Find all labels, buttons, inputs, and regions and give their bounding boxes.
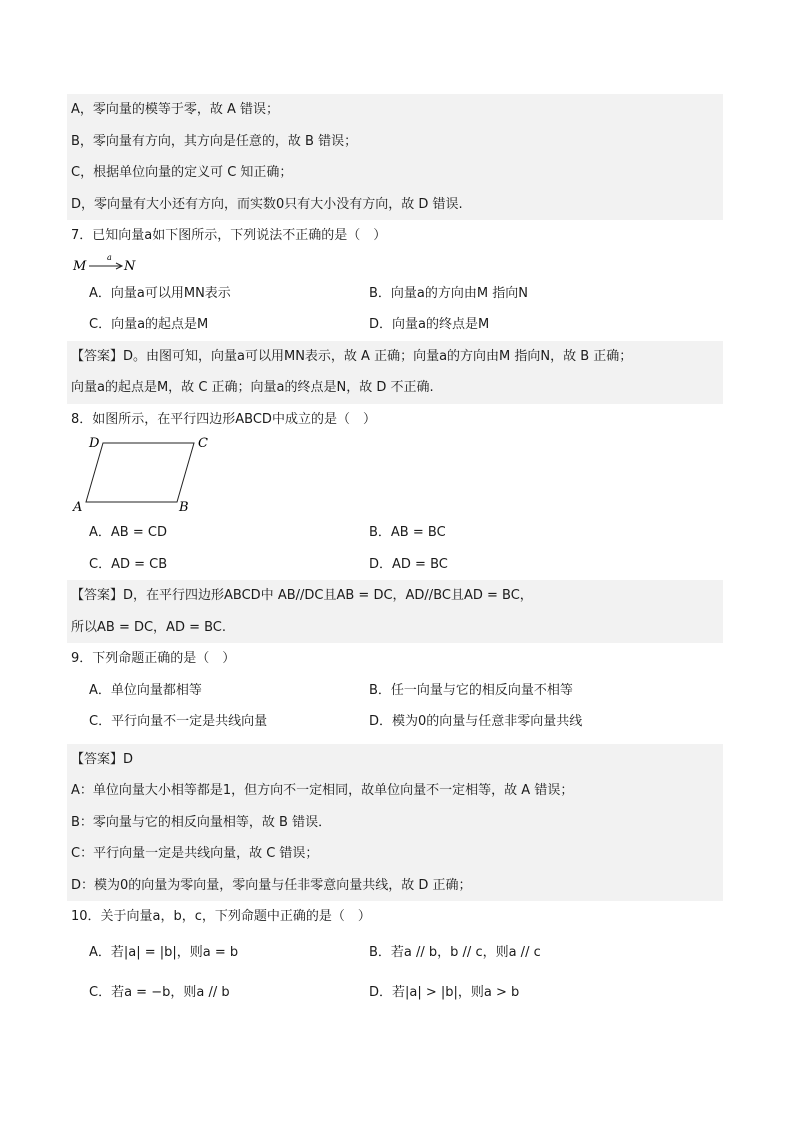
vector-figure	[67, 252, 723, 278]
answer-line: B：零向量与它的相反向量相等，故 B 错误．	[71, 814, 332, 830]
question-7-options-row2	[67, 309, 723, 341]
answer-line: 向量a的起点是M，故 C 正确；向量a的终点是N，故 D 不正确.	[71, 380, 434, 395]
question-7-answer	[67, 341, 723, 404]
question-9-answer	[67, 744, 723, 902]
solution-line: B，零向量有方向，其方向是任意的，故 B 错误；	[71, 133, 358, 149]
answer-line: D：模为0的向量为零向量，零向量与任非零意向量共线，故 D 正确；	[71, 877, 472, 893]
option-c[interactable]: C．AD = CB	[89, 556, 168, 572]
option-b[interactable]: B．若a // b，b // c，则a // c	[369, 944, 541, 960]
parallelogram-diagram	[67, 435, 227, 517]
answer-line: 【答案】D	[71, 751, 134, 767]
solution-line: C，根据单位向量的定义可 C 知正确；	[71, 165, 293, 180]
question-9-options-row2	[67, 706, 723, 738]
answer-line: 所以AB = DC，AD = BC.	[71, 619, 227, 635]
point-n-label: N	[124, 258, 136, 274]
vertex-c-label: C	[198, 436, 208, 451]
option-a[interactable]: A．单位向量都相等	[89, 682, 202, 698]
prev-solution-block	[67, 94, 723, 220]
vertex-d-label: D	[89, 436, 100, 451]
question-8-stem: 8．如图所示，在平行四边形ABCD中成立的是（ ）	[71, 411, 376, 427]
option-d[interactable]: D．模为0的向量与任意非零向量共线	[369, 714, 583, 729]
option-a[interactable]: A．若|a| = |b|，则a = b	[89, 944, 239, 960]
vertex-a-label: A	[73, 500, 83, 515]
answer-line: 【答案】D，在平行四边形ABCD中 AB//DC且AB = DC，AD//BC且AD = BC，	[71, 588, 533, 603]
option-d[interactable]: D．AD = BC	[369, 556, 448, 572]
option-b[interactable]: B．任一向量与它的相反向量不相等	[369, 682, 573, 698]
question-10-options-row1	[67, 933, 723, 973]
vector-arrow-diagram	[67, 252, 187, 278]
question-7-options-row1	[67, 278, 723, 310]
question-8-options-row2	[67, 549, 723, 581]
option-c[interactable]: C．平行向量不一定是共线向量	[89, 714, 268, 729]
option-a[interactable]: A．向量a可以用MN表示	[89, 285, 231, 301]
document-page	[67, 94, 723, 1013]
answer-line: 【答案】D。由图可知，向量a可以用MN表示，故 A 正确；向量a的方向由M 指向N，故 B 正确；	[71, 348, 633, 364]
option-d[interactable]: D．若|a| > |b|，则a > b	[369, 984, 520, 1000]
point-m-label: M	[73, 258, 87, 274]
option-b[interactable]: B．向量a的方向由M 指向N	[369, 285, 528, 301]
option-d[interactable]: D．向量a的终点是M	[369, 317, 490, 332]
question-9-options-row1	[67, 675, 723, 707]
question-10-options-row2	[67, 973, 723, 1013]
solution-line: A，零向量的模等于零，故 A 错误；	[71, 102, 280, 117]
question-8-options-row1	[67, 517, 723, 549]
answer-line: A：单位向量大小相等都是1，但方向不一定相同，故单位向量不一定相等，故 A 错误；	[71, 783, 574, 798]
parallelogram-shape	[86, 443, 194, 502]
option-c[interactable]: C．若a = −b，则a // b	[89, 984, 230, 1000]
answer-line: C：平行向量一定是共线向量，故 C 错误；	[71, 846, 319, 861]
question-10-stem: 10．关于向量a，b，c，下列命题中正确的是（ ）	[71, 909, 371, 924]
parallelogram-figure	[67, 435, 723, 517]
question-7-stem: 7．已知向量a如下图所示，下列说法不正确的是（ ）	[71, 228, 387, 243]
option-a[interactable]: A．AB = CD	[89, 525, 167, 540]
option-b[interactable]: B．AB = BC	[369, 525, 446, 540]
vertex-b-label: B	[179, 500, 189, 515]
vector-a-label: a	[107, 252, 112, 262]
solution-line: D，零向量有大小还有方向，而实数0只有大小没有方向，故 D 错误.	[71, 196, 463, 212]
question-8-answer	[67, 580, 723, 643]
question-9-stem: 9．下列命题正确的是（ ）	[71, 651, 236, 666]
option-c[interactable]: C．向量a的起点是M	[89, 317, 209, 332]
